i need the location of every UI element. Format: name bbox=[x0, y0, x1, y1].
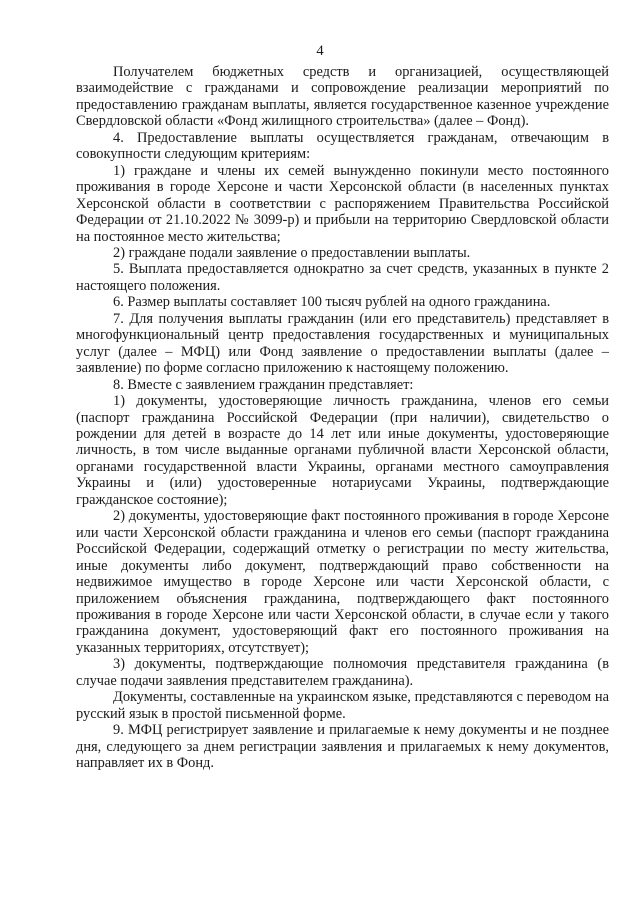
paragraph-8-1-identity: 1) документы, удостоверяющие личность гражданина, членов его семьи (паспорт гражданина Российской Федерации (при наличии), свидетельство о рождении для детей в возрасте до 14 лет или иные документы, удостоверяющие личность, в том числе выданные органами публичной власти Херсонской области, органами государственной власти Украины, органами местного самоуправления Украины и (или) удостоверенные нотариусами Украины, подтверждающие гражданское состояние); bbox=[76, 393, 609, 508]
paragraph-9-mfc-registration: 9. МФЦ регистрирует заявление и прилагаемые к нему документы и не позднее дня, следующего за днем регистрации заявления и прилагаемых к нему документов, направляет их в Фонд. bbox=[76, 722, 609, 772]
paragraph-ukrainian-translation: Документы, составленные на украинском языке, представляются с переводом на русский язык в простой письменной форме. bbox=[76, 689, 609, 722]
paragraph-4-2-application: 2) граждане подали заявление о предоставлении выплаты. bbox=[113, 244, 471, 261]
paragraph-fund-recipient: Получателем бюджетных средств и организацией, осуществляющей взаимодействие с гражданами и сопровождение реализации мероприятий по предоставлению гражданам выплаты, является государственное казенное учреждение Свердловской области «Фонд жилищного строительства» (далее – Фонд). bbox=[76, 64, 609, 130]
paragraph-8-documents: 8. Вместе с заявлением гражданин представляет: bbox=[113, 376, 414, 393]
paragraph-8-2-residence-proof: 2) документы, удостоверяющие факт постоянного проживания в городе Херсоне или части Херсонской области гражданина и членов его семьи (паспорт гражданина Российской Федерации, содержащий отметку о регистрации по месту жительства, иные документы либо документ, подтверждающий право собственности на недвижимое имущество в городе Херсоне или части Херсонской области, с приложением объяснения гражданина, подтверждающего факт постоянного проживания в городе Херсоне или части Херсонской области, в случае если у такого гражданина документ, удостоверяющий факт его постоянного проживания на указанных территориях, отсутствует); bbox=[76, 508, 609, 656]
paragraph-5-one-time: 5. Выплата предоставляется однократно за счет средств, указанных в пункте 2 настоящего положения. bbox=[76, 261, 609, 294]
paragraph-4-criteria: 4. Предоставление выплаты осуществляется гражданам, отвечающим в совокупности следующим критериям: bbox=[76, 129, 609, 163]
paragraph-8-3-representative: 3) документы, подтверждающие полномочия представителя гражданина (в случае подачи заявления представителем гражданина). bbox=[76, 656, 609, 689]
page-number: 4 bbox=[316, 43, 324, 59]
document-body bbox=[76, 64, 609, 771]
paragraph-4-1-residence: 1) граждане и члены их семей вынужденно покинули место постоянного проживания в городе Херсоне и части Херсонской области (в населенных пунктах Херсонской области в соответствии с распоряжением Правительства Российской Федерации от 21.10.2022 № 3099-р) и прибыли на территорию Свердловской области на постоянное место жительства; bbox=[76, 162, 609, 245]
paragraph-6-amount: 6. Размер выплаты составляет 100 тысяч рублей на одного гражданина. bbox=[113, 294, 551, 311]
paragraph-7-submission: 7. Для получения выплаты гражданин (или его представитель) представляет в многофункциональный центр предоставления государственных и муниципальных услуг (далее – МФЦ) или Фонд заявление о предоставлении выплаты (далее – заявление) по форме согласно приложению к настоящему положению. bbox=[76, 310, 609, 377]
